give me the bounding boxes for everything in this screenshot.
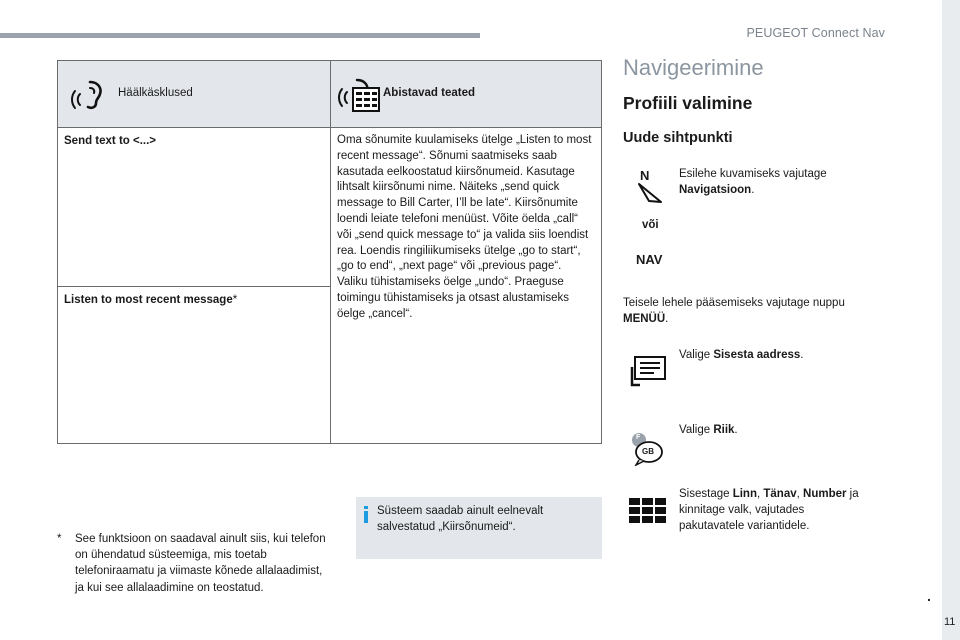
voice-commands-table (57, 60, 602, 444)
continue-mark: . (927, 588, 931, 604)
command-listen: Listen to most recent message (64, 294, 233, 306)
enter-address-icon (628, 355, 668, 389)
step-menu-text: Teisele lehele pääsemiseks vajutage nuppu MENÜÜ. (623, 297, 845, 326)
section-title: Navigeerimine (623, 55, 764, 80)
voice-help-screen-icon (337, 74, 381, 114)
or-label: või (642, 219, 659, 231)
header-cell-commands (58, 61, 331, 128)
header-commands-label: Häälkäsklused (118, 87, 193, 100)
brand-title: PEUGEOT Connect Nav (746, 26, 885, 40)
nav-button-label: NAV (636, 252, 663, 267)
step-city-text: Sisestage Linn, Tänav, Number ja kinnitage valk, vajutades pakutavatele variantidele. (679, 488, 859, 533)
help-message-text: Oma sõnumite kuulamiseks ütelge „Listen to most recent message“. Sõnumi saatmiseks saab kasutada eelkoostatud kiirsõnumeid. Kasutage lihtsalt kiirsõnumi nime. Näiteks „send quick message to Bill Carter, I’ll be late“. Kiirsõnumite loendi leiate telefoni menüüst. Võite öelda „call“ või „send quick message to“ ja valida siis loendist rea. Loendis ringiliikumiseks ütelge „go to start“, „go to end“, „next page“ või „previous page“. Valiku tühistamiseks öelge „undo“. Praeguse toimingu tühistamiseks ja otsast alustamiseks öelge „cancel“. (337, 134, 592, 320)
step-address-text: Valige Sisesta aadress. (679, 349, 804, 361)
asterisk-marker: * (232, 294, 238, 306)
header-cell-messages (331, 61, 602, 128)
keyboard-grid-icon (628, 497, 668, 525)
footnote-star: * (57, 533, 62, 545)
info-box (356, 497, 602, 559)
side-strip (942, 0, 960, 640)
info-text: Süsteem saadab ainult eelnevalt salvestatud „Kiirsõnumeid“. (377, 505, 544, 533)
help-message-cell (331, 128, 602, 444)
footnote (57, 531, 327, 596)
profile-heading: Profiili valimine (623, 93, 753, 113)
footnote-text: See funktsioon on saadaval ainult siis, kui telefon on ühendatud süsteemiga, mis toetab telefoniraamatu ja viimaste kõnede allalaadimist, ja kui see allalaadimine on teostatud. (75, 533, 326, 594)
command-cell-listen (58, 287, 331, 444)
country-flag-icon: F GB (630, 432, 666, 466)
step-country-text: Valige Riik. (679, 424, 738, 436)
header-messages-label: Abistavad teated (383, 87, 476, 100)
step-navigation-text: Esilehe kuvamiseks vajutage Navigatsioon. (679, 168, 827, 197)
info-icon (364, 506, 368, 523)
destination-heading: Uude sihtpunkti (623, 130, 733, 146)
command-cell-send-text (58, 128, 331, 287)
page-number: 11 (944, 616, 956, 628)
header-bar (0, 33, 480, 38)
voice-command-icon (68, 74, 112, 114)
command-send-text: Send text to <...> (64, 135, 157, 147)
